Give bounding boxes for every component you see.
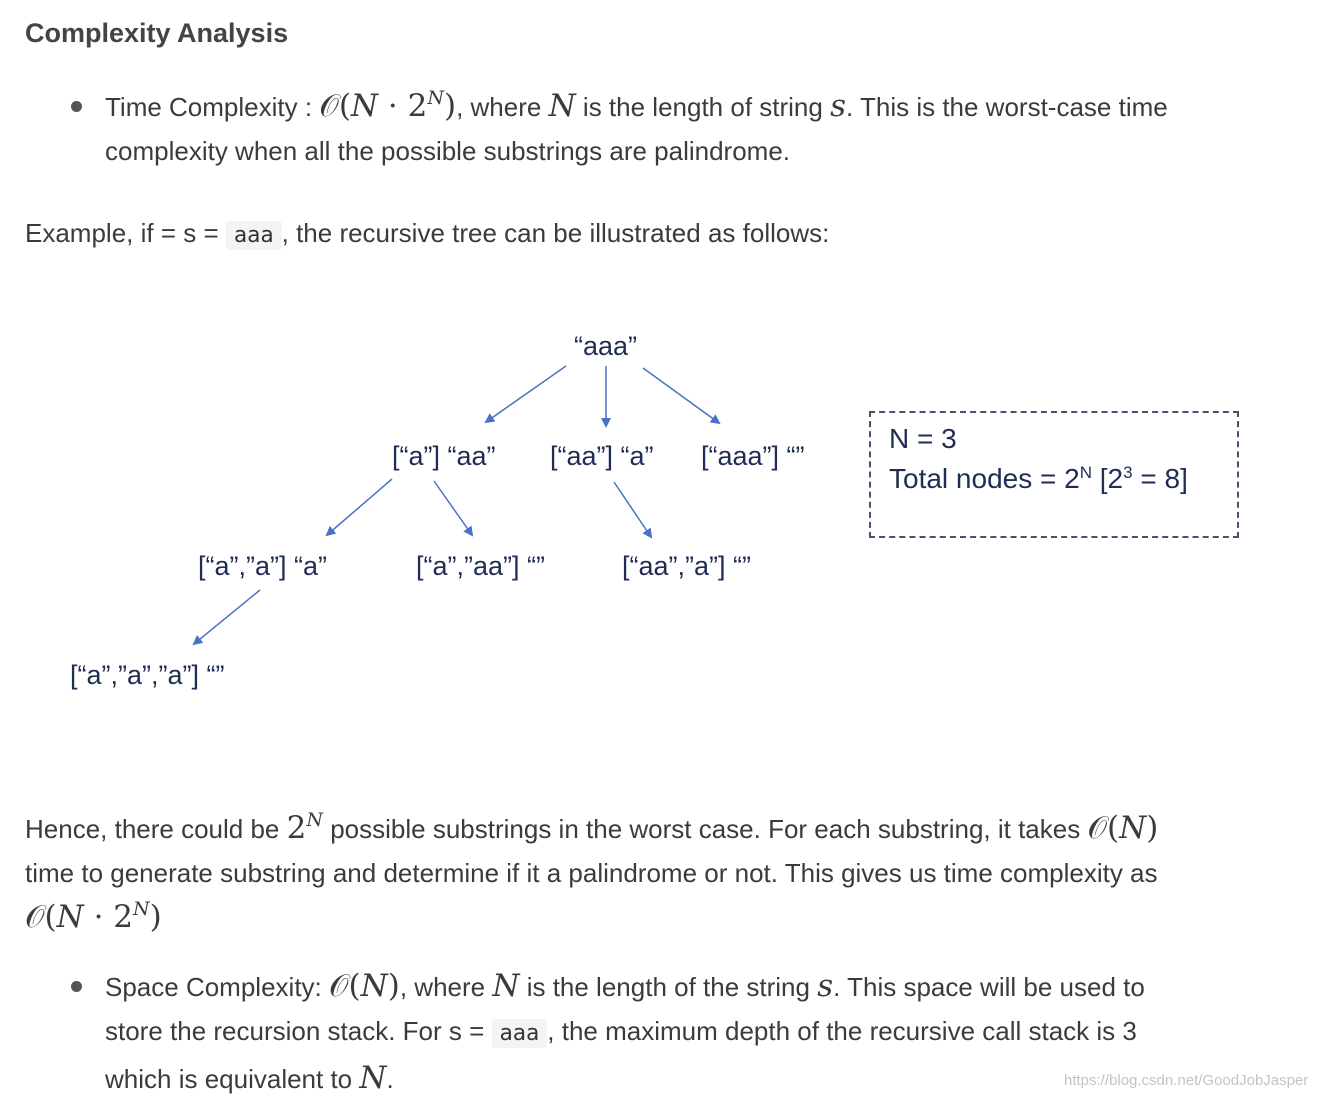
arrow-root-left <box>486 366 566 422</box>
example-code: aaa <box>226 221 282 250</box>
time-label: Time Complexity : <box>105 92 320 122</box>
hence-formula: 𝒪(N · $2^N$) <box>25 898 162 935</box>
tree-node: [“a”,”a”,”a”] “” <box>70 660 225 690</box>
section-title: Complexity Analysis <box>25 18 289 48</box>
tree-node-root: “aaa” <box>574 331 638 361</box>
info-box <box>869 411 1239 538</box>
watermark: https://blog.csdn.net/GoodJobJasper <box>1064 1072 1309 1089</box>
time-complexity-item: Time Complexity : 𝒪(N · $2^N$), where N is the length of string s. This is the worst-case time complexity when all the possible substrings are palindrome. <box>105 87 1168 166</box>
time-description-line2: complexity when all the possible substrings are palindrome. <box>105 136 791 166</box>
arrow-aa2-child <box>194 590 260 644</box>
space-complexity-item: Space Complexity: 𝒪(N), where N is the length of the string s. This space will be used to store the recursion stack. For s = aaa , the maximum depth of the recursive call stack is 3 which is equivalent to N. <box>105 968 1145 1096</box>
arrow-aa-child <box>614 482 651 537</box>
example-line: Example, if = s = aaa , the recursive tree can be illustrated as follows: <box>25 218 830 248</box>
space-code: aaa <box>492 1019 548 1048</box>
arrow-root-right <box>643 368 719 423</box>
tree-node: [“a”] “aa” <box>392 441 496 471</box>
hence-paragraph: Hence, there could be $2^N$ possible substrings in the worst case. For each substring, it takes 𝒪(N) time to generate substring and determine if it a palindrome or not. This gives us time complexity as 𝒪(N · $2^N$) <box>25 809 1159 935</box>
bullet-icon <box>71 981 82 992</box>
tree-node: [“a”,”a”] “a” <box>198 551 328 581</box>
arrow-a-left <box>327 479 392 535</box>
arrow-a-right <box>434 481 472 535</box>
info-total-nodes: Total nodes = $2^N$ $[2^3 = 8]$ <box>889 463 1188 494</box>
tree-node: [“aa”,”a”] “” <box>622 551 752 581</box>
time-formula: 𝒪(N · $2^N$) <box>319 87 457 124</box>
tree-node: [“aa”] “a” <box>550 441 654 471</box>
tree-node: [“a”,”aa”] “” <box>416 551 546 581</box>
info-n: N = 3 <box>889 423 957 454</box>
tree-node: [“aaa”] “” <box>701 441 805 471</box>
